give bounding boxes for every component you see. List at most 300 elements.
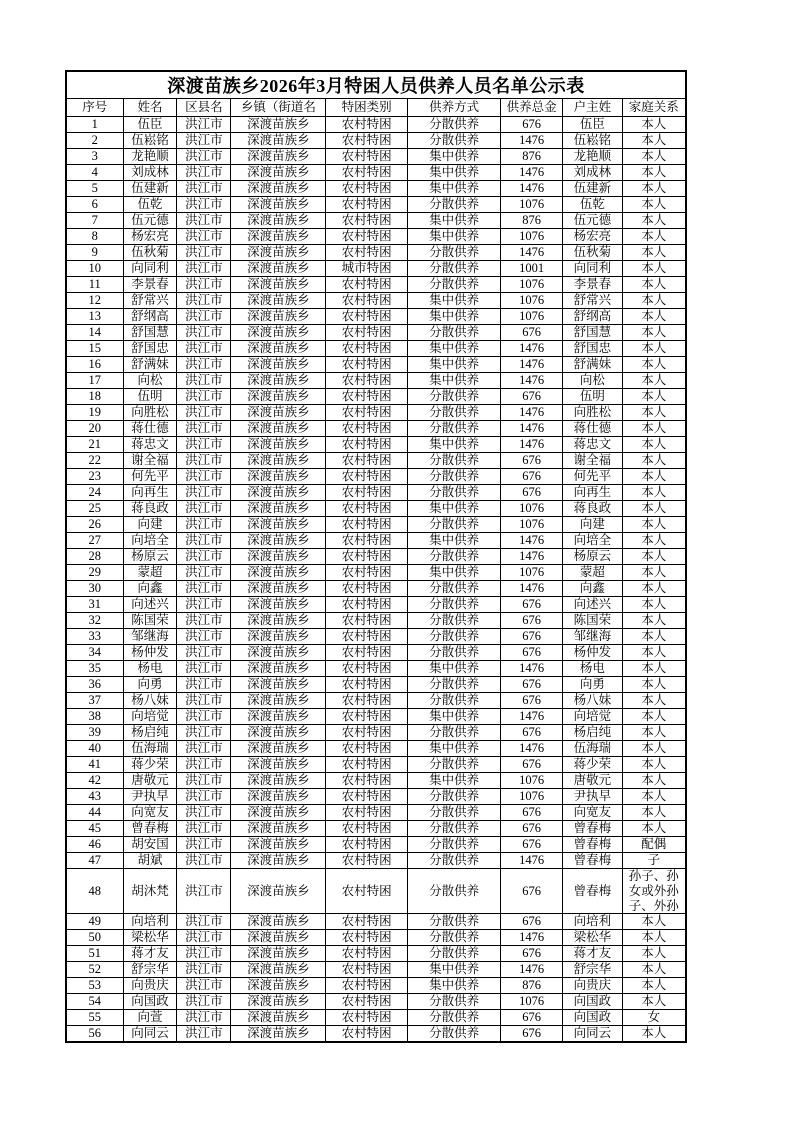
column-header: 户主姓 xyxy=(563,99,623,117)
table-row xyxy=(66,341,686,357)
table-cell: 集中供养 xyxy=(408,565,501,581)
table-cell: 深渡苗族乡 xyxy=(231,309,326,325)
table-cell: 本人 xyxy=(622,725,686,741)
table-cell: 杨原云 xyxy=(563,549,623,565)
table-cell: 分散供养 xyxy=(408,277,501,293)
table-cell: 本人 xyxy=(622,1026,686,1043)
table-cell: 深渡苗族乡 xyxy=(231,341,326,357)
table-cell: 深渡苗族乡 xyxy=(231,789,326,805)
table-cell: 本人 xyxy=(622,693,686,709)
table-cell: 本人 xyxy=(622,533,686,549)
table-cell: 洪江市 xyxy=(177,709,231,725)
table-cell: 向萱 xyxy=(123,1010,177,1026)
table-cell: 1 xyxy=(66,117,123,133)
table-cell: 分散供养 xyxy=(408,117,501,133)
table-cell: 集中供养 xyxy=(408,373,501,389)
table-cell: 杨电 xyxy=(123,661,177,677)
table-cell: 50 xyxy=(66,930,123,946)
table-cell: 集中供养 xyxy=(408,309,501,325)
table-cell: 向同云 xyxy=(123,1026,177,1043)
table-cell: 农村特困 xyxy=(326,837,408,853)
table-cell: 蒋忠文 xyxy=(123,437,177,453)
table-cell: 胡安国 xyxy=(123,837,177,853)
table-cell: 舒国慧 xyxy=(123,325,177,341)
table-cell: 杨八妹 xyxy=(123,693,177,709)
table-cell: 35 xyxy=(66,661,123,677)
table-cell: 深渡苗族乡 xyxy=(231,962,326,978)
table-cell: 集中供养 xyxy=(408,229,501,245)
table-cell: 分散供养 xyxy=(408,994,501,1010)
table-cell: 洪江市 xyxy=(177,165,231,181)
table-row xyxy=(66,421,686,437)
table-cell: 本人 xyxy=(622,181,686,197)
table-cell: 胡沐梵 xyxy=(123,869,177,914)
table-cell: 刘成林 xyxy=(563,165,623,181)
table-cell: 49 xyxy=(66,914,123,930)
table-cell: 1476 xyxy=(501,581,563,597)
table-row xyxy=(66,485,686,501)
table-cell: 本人 xyxy=(622,373,686,389)
table-cell: 深渡苗族乡 xyxy=(231,853,326,869)
table-row xyxy=(66,181,686,197)
table-cell: 农村特困 xyxy=(326,117,408,133)
table-cell: 47 xyxy=(66,853,123,869)
table-cell: 深渡苗族乡 xyxy=(231,597,326,613)
table-cell: 谢全福 xyxy=(563,453,623,469)
table-cell: 本人 xyxy=(622,389,686,405)
table-cell: 深渡苗族乡 xyxy=(231,581,326,597)
table-cell: 唐敬元 xyxy=(563,773,623,789)
table-cell: 向培利 xyxy=(563,914,623,930)
table-cell: 农村特困 xyxy=(326,373,408,389)
table-cell: 向同云 xyxy=(563,1026,623,1043)
table-cell: 深渡苗族乡 xyxy=(231,930,326,946)
table-cell: 杨宏亮 xyxy=(123,229,177,245)
table-cell: 分散供养 xyxy=(408,1026,501,1043)
table-cell: 676 xyxy=(501,1026,563,1043)
table-cell: 洪江市 xyxy=(177,309,231,325)
table-row xyxy=(66,757,686,773)
table-cell: 1476 xyxy=(501,962,563,978)
table-cell: 深渡苗族乡 xyxy=(231,165,326,181)
table-cell: 深渡苗族乡 xyxy=(231,994,326,1010)
table-row xyxy=(66,645,686,661)
table-row xyxy=(66,133,686,149)
table-cell: 洪江市 xyxy=(177,629,231,645)
table-cell: 集中供养 xyxy=(408,501,501,517)
table-cell: 分散供养 xyxy=(408,805,501,821)
table-cell: 农村特困 xyxy=(326,962,408,978)
table-cell: 本人 xyxy=(622,821,686,837)
table-cell: 洪江市 xyxy=(177,405,231,421)
table-cell: 农村特困 xyxy=(326,978,408,994)
table-cell: 农村特困 xyxy=(326,165,408,181)
table-cell: 洪江市 xyxy=(177,773,231,789)
table-cell: 集中供养 xyxy=(408,165,501,181)
table-cell: 洪江市 xyxy=(177,914,231,930)
table-row xyxy=(66,469,686,485)
table-cell: 15 xyxy=(66,341,123,357)
table-cell: 676 xyxy=(501,725,563,741)
table-cell: 洪江市 xyxy=(177,677,231,693)
table-row xyxy=(66,565,686,581)
table-cell: 集中供养 xyxy=(408,962,501,978)
table-cell: 676 xyxy=(501,677,563,693)
table-cell: 876 xyxy=(501,149,563,165)
table-cell: 1476 xyxy=(501,549,563,565)
table-cell: 1476 xyxy=(501,245,563,261)
table-cell: 本人 xyxy=(622,677,686,693)
table-cell: 52 xyxy=(66,962,123,978)
table-cell: 46 xyxy=(66,837,123,853)
table-cell: 曾春梅 xyxy=(563,853,623,869)
table-cell: 蒋少荣 xyxy=(123,757,177,773)
table-cell: 深渡苗族乡 xyxy=(231,197,326,213)
table-cell: 1076 xyxy=(501,517,563,533)
table-cell: 54 xyxy=(66,994,123,1010)
table-cell: 4 xyxy=(66,165,123,181)
table-cell: 洪江市 xyxy=(177,978,231,994)
table-cell: 1476 xyxy=(501,661,563,677)
table-cell: 洪江市 xyxy=(177,277,231,293)
table-cell: 分散供养 xyxy=(408,629,501,645)
table-cell: 洪江市 xyxy=(177,373,231,389)
table-cell: 676 xyxy=(501,805,563,821)
table-cell: 本人 xyxy=(622,613,686,629)
table-cell: 洪江市 xyxy=(177,549,231,565)
table-cell: 本人 xyxy=(622,277,686,293)
table-cell: 深渡苗族乡 xyxy=(231,389,326,405)
table-cell: 洪江市 xyxy=(177,325,231,341)
table-cell: 洪江市 xyxy=(177,181,231,197)
table-cell: 农村特困 xyxy=(326,357,408,373)
table-cell: 分散供养 xyxy=(408,133,501,149)
table-cell: 农村特困 xyxy=(326,325,408,341)
table-cell: 洪江市 xyxy=(177,341,231,357)
table-cell: 本人 xyxy=(622,501,686,517)
table-cell: 45 xyxy=(66,821,123,837)
table-cell: 19 xyxy=(66,405,123,421)
table-cell: 向勇 xyxy=(563,677,623,693)
table-cell: 分散供养 xyxy=(408,946,501,962)
table-cell: 向培觉 xyxy=(123,709,177,725)
table-row xyxy=(66,229,686,245)
table-cell: 曾春梅 xyxy=(563,869,623,914)
table-cell: 分散供养 xyxy=(408,869,501,914)
table-cell: 向再生 xyxy=(563,485,623,501)
table-cell: 城市特困 xyxy=(326,261,408,277)
table-cell: 本人 xyxy=(622,469,686,485)
table-row xyxy=(66,930,686,946)
table-cell: 分散供养 xyxy=(408,517,501,533)
table-cell: 1476 xyxy=(501,405,563,421)
table-cell: 分散供养 xyxy=(408,1010,501,1026)
table-cell: 农村特困 xyxy=(326,677,408,693)
table-cell: 深渡苗族乡 xyxy=(231,469,326,485)
table-cell: 深渡苗族乡 xyxy=(231,325,326,341)
table-row xyxy=(66,581,686,597)
table-cell: 农村特困 xyxy=(326,725,408,741)
table-cell: 本人 xyxy=(622,930,686,946)
table-cell: 农村特困 xyxy=(326,597,408,613)
table-cell: 676 xyxy=(501,469,563,485)
table-cell: 向培全 xyxy=(563,533,623,549)
table-cell: 杨仲发 xyxy=(123,645,177,661)
table-cell: 25 xyxy=(66,501,123,517)
table-cell: 伍臣 xyxy=(563,117,623,133)
table-cell: 农村特困 xyxy=(326,421,408,437)
table-cell: 伍元德 xyxy=(123,213,177,229)
table-cell: 本人 xyxy=(622,629,686,645)
table-cell: 深渡苗族乡 xyxy=(231,229,326,245)
table-cell: 洪江市 xyxy=(177,357,231,373)
title-row xyxy=(66,71,686,99)
column-header: 供养总金 xyxy=(501,99,563,117)
table-cell: 集中供养 xyxy=(408,341,501,357)
table-cell: 1076 xyxy=(501,789,563,805)
table-cell: 舒国忠 xyxy=(563,341,623,357)
table-cell: 676 xyxy=(501,453,563,469)
table-cell: 伍乾 xyxy=(123,197,177,213)
table-cell: 16 xyxy=(66,357,123,373)
table-cell: 农村特困 xyxy=(326,1010,408,1026)
table-cell: 洪江市 xyxy=(177,821,231,837)
table-cell: 本人 xyxy=(622,261,686,277)
table-cell: 伍海瑞 xyxy=(563,741,623,757)
table-row xyxy=(66,437,686,453)
table-cell: 深渡苗族乡 xyxy=(231,117,326,133)
table-row xyxy=(66,533,686,549)
table-cell: 洪江市 xyxy=(177,930,231,946)
table-cell: 分散供养 xyxy=(408,453,501,469)
table-cell: 1076 xyxy=(501,277,563,293)
table-cell: 1076 xyxy=(501,994,563,1010)
table-cell: 洪江市 xyxy=(177,533,231,549)
table-cell: 分散供养 xyxy=(408,581,501,597)
table-row xyxy=(66,293,686,309)
table-cell: 杨原云 xyxy=(123,549,177,565)
table-cell: 胡斌 xyxy=(123,853,177,869)
table-cell: 分散供养 xyxy=(408,725,501,741)
table-cell: 本人 xyxy=(622,293,686,309)
table-cell: 876 xyxy=(501,978,563,994)
table-cell: 农村特困 xyxy=(326,629,408,645)
table-cell: 农村特困 xyxy=(326,181,408,197)
table-cell: 农村特困 xyxy=(326,453,408,469)
table-cell: 1076 xyxy=(501,501,563,517)
table-cell: 洪江市 xyxy=(177,597,231,613)
table-cell: 农村特困 xyxy=(326,789,408,805)
table-cell: 邹继海 xyxy=(563,629,623,645)
table-cell: 龙艳顺 xyxy=(563,149,623,165)
table-cell: 1076 xyxy=(501,197,563,213)
table-cell: 深渡苗族乡 xyxy=(231,677,326,693)
table-cell: 配偶 xyxy=(622,837,686,853)
table-cell: 分散供养 xyxy=(408,613,501,629)
table-cell: 本人 xyxy=(622,946,686,962)
table-cell: 洪江市 xyxy=(177,869,231,914)
table-cell: 43 xyxy=(66,789,123,805)
table-cell: 集中供养 xyxy=(408,437,501,453)
table-cell: 分散供养 xyxy=(408,245,501,261)
table-cell: 14 xyxy=(66,325,123,341)
table-cell: 21 xyxy=(66,437,123,453)
table-cell: 向宽友 xyxy=(563,805,623,821)
table-cell: 深渡苗族乡 xyxy=(231,805,326,821)
table-cell: 农村特困 xyxy=(326,994,408,1010)
table-cell: 向国政 xyxy=(563,994,623,1010)
table-row xyxy=(66,149,686,165)
table-cell: 洪江市 xyxy=(177,693,231,709)
table-cell: 深渡苗族乡 xyxy=(231,645,326,661)
table-cell: 分散供养 xyxy=(408,914,501,930)
table-cell: 30 xyxy=(66,581,123,597)
table-cell: 31 xyxy=(66,597,123,613)
table-cell: 分散供养 xyxy=(408,421,501,437)
table-body xyxy=(66,117,686,1043)
table-cell: 20 xyxy=(66,421,123,437)
table-cell: 农村特困 xyxy=(326,533,408,549)
table-cell: 洪江市 xyxy=(177,789,231,805)
column-header: 乡镇（街道名 xyxy=(231,99,326,117)
table-cell: 蒋才友 xyxy=(123,946,177,962)
table-cell: 洪江市 xyxy=(177,946,231,962)
table-row xyxy=(66,773,686,789)
table-cell: 41 xyxy=(66,757,123,773)
table-cell: 洪江市 xyxy=(177,1010,231,1026)
table-cell: 1476 xyxy=(501,421,563,437)
table-cell: 分散供养 xyxy=(408,597,501,613)
table-cell: 洪江市 xyxy=(177,565,231,581)
table-cell: 本人 xyxy=(622,245,686,261)
table-cell: 洪江市 xyxy=(177,725,231,741)
table-cell: 676 xyxy=(501,485,563,501)
table-cell: 伍明 xyxy=(563,389,623,405)
table-cell: 农村特困 xyxy=(326,405,408,421)
table-cell: 向培利 xyxy=(123,914,177,930)
table-cell: 农村特困 xyxy=(326,741,408,757)
table-cell: 42 xyxy=(66,773,123,789)
table-cell: 向贵庆 xyxy=(563,978,623,994)
table-cell: 1476 xyxy=(501,437,563,453)
table-cell: 农村特困 xyxy=(326,946,408,962)
table-cell: 农村特困 xyxy=(326,565,408,581)
table-cell: 676 xyxy=(501,613,563,629)
table-cell: 深渡苗族乡 xyxy=(231,773,326,789)
table-cell: 1076 xyxy=(501,293,563,309)
table-cell: 洪江市 xyxy=(177,1026,231,1043)
table-cell: 1476 xyxy=(501,709,563,725)
table-cell: 本人 xyxy=(622,117,686,133)
column-header: 序号 xyxy=(66,99,123,117)
table-cell: 本人 xyxy=(622,597,686,613)
table-cell: 向宽友 xyxy=(123,805,177,821)
table-cell: 分散供养 xyxy=(408,469,501,485)
table-cell: 深渡苗族乡 xyxy=(231,533,326,549)
table-cell: 深渡苗族乡 xyxy=(231,357,326,373)
table-cell: 1476 xyxy=(501,181,563,197)
table-cell: 集中供养 xyxy=(408,709,501,725)
table-cell: 40 xyxy=(66,741,123,757)
table-cell: 农村特困 xyxy=(326,805,408,821)
table-cell: 38 xyxy=(66,709,123,725)
table-cell: 676 xyxy=(501,693,563,709)
table-cell: 本人 xyxy=(622,661,686,677)
table-cell: 农村特困 xyxy=(326,469,408,485)
table-cell: 深渡苗族乡 xyxy=(231,661,326,677)
table-cell: 伍秋菊 xyxy=(563,245,623,261)
table-cell: 676 xyxy=(501,821,563,837)
table-cell: 深渡苗族乡 xyxy=(231,517,326,533)
table-cell: 农村特困 xyxy=(326,709,408,725)
table-cell: 本人 xyxy=(622,773,686,789)
table-cell: 分散供养 xyxy=(408,485,501,501)
table-cell: 向胜松 xyxy=(123,405,177,421)
table-cell: 洪江市 xyxy=(177,437,231,453)
table-cell: 深渡苗族乡 xyxy=(231,869,326,914)
table-cell: 女 xyxy=(622,1010,686,1026)
table-cell: 农村特困 xyxy=(326,757,408,773)
table-cell: 舒常兴 xyxy=(563,293,623,309)
table-cell: 伍臣 xyxy=(123,117,177,133)
table-cell: 农村特困 xyxy=(326,581,408,597)
table-cell: 伍崧铭 xyxy=(563,133,623,149)
table-cell: 唐敬元 xyxy=(123,773,177,789)
table-cell: 农村特困 xyxy=(326,930,408,946)
table-cell: 本人 xyxy=(622,549,686,565)
table-cell: 36 xyxy=(66,677,123,693)
table-row xyxy=(66,725,686,741)
table-row xyxy=(66,373,686,389)
table-cell: 舒满妹 xyxy=(563,357,623,373)
table-cell: 农村特困 xyxy=(326,645,408,661)
table-cell: 28 xyxy=(66,549,123,565)
table-cell: 深渡苗族乡 xyxy=(231,709,326,725)
table-cell: 本人 xyxy=(622,405,686,421)
table-cell: 本人 xyxy=(622,453,686,469)
table-cell: 向国政 xyxy=(123,994,177,1010)
table-cell: 伍元德 xyxy=(563,213,623,229)
table-cell: 农村特困 xyxy=(326,517,408,533)
table-cell: 56 xyxy=(66,1026,123,1043)
table-cell: 17 xyxy=(66,373,123,389)
table-row xyxy=(66,677,686,693)
table-cell: 1001 xyxy=(501,261,563,277)
table-row xyxy=(66,245,686,261)
table-cell: 向建 xyxy=(563,517,623,533)
table-row xyxy=(66,517,686,533)
table-cell: 12 xyxy=(66,293,123,309)
table-cell: 子 xyxy=(622,853,686,869)
table-cell: 44 xyxy=(66,805,123,821)
table-cell: 深渡苗族乡 xyxy=(231,245,326,261)
table-cell: 农村特困 xyxy=(326,613,408,629)
table-cell: 向述兴 xyxy=(123,597,177,613)
table-cell: 伍崧铭 xyxy=(123,133,177,149)
table-cell: 深渡苗族乡 xyxy=(231,133,326,149)
table-cell: 深渡苗族乡 xyxy=(231,757,326,773)
table-cell: 梁松华 xyxy=(123,930,177,946)
document-sheet xyxy=(65,70,687,1043)
table-row xyxy=(66,994,686,1010)
public-notice-table xyxy=(65,70,687,1043)
table-cell: 676 xyxy=(501,914,563,930)
table-cell: 22 xyxy=(66,453,123,469)
table-cell: 农村特困 xyxy=(326,549,408,565)
table-cell: 洪江市 xyxy=(177,117,231,133)
table-cell: 分散供养 xyxy=(408,693,501,709)
table-cell: 本人 xyxy=(622,309,686,325)
